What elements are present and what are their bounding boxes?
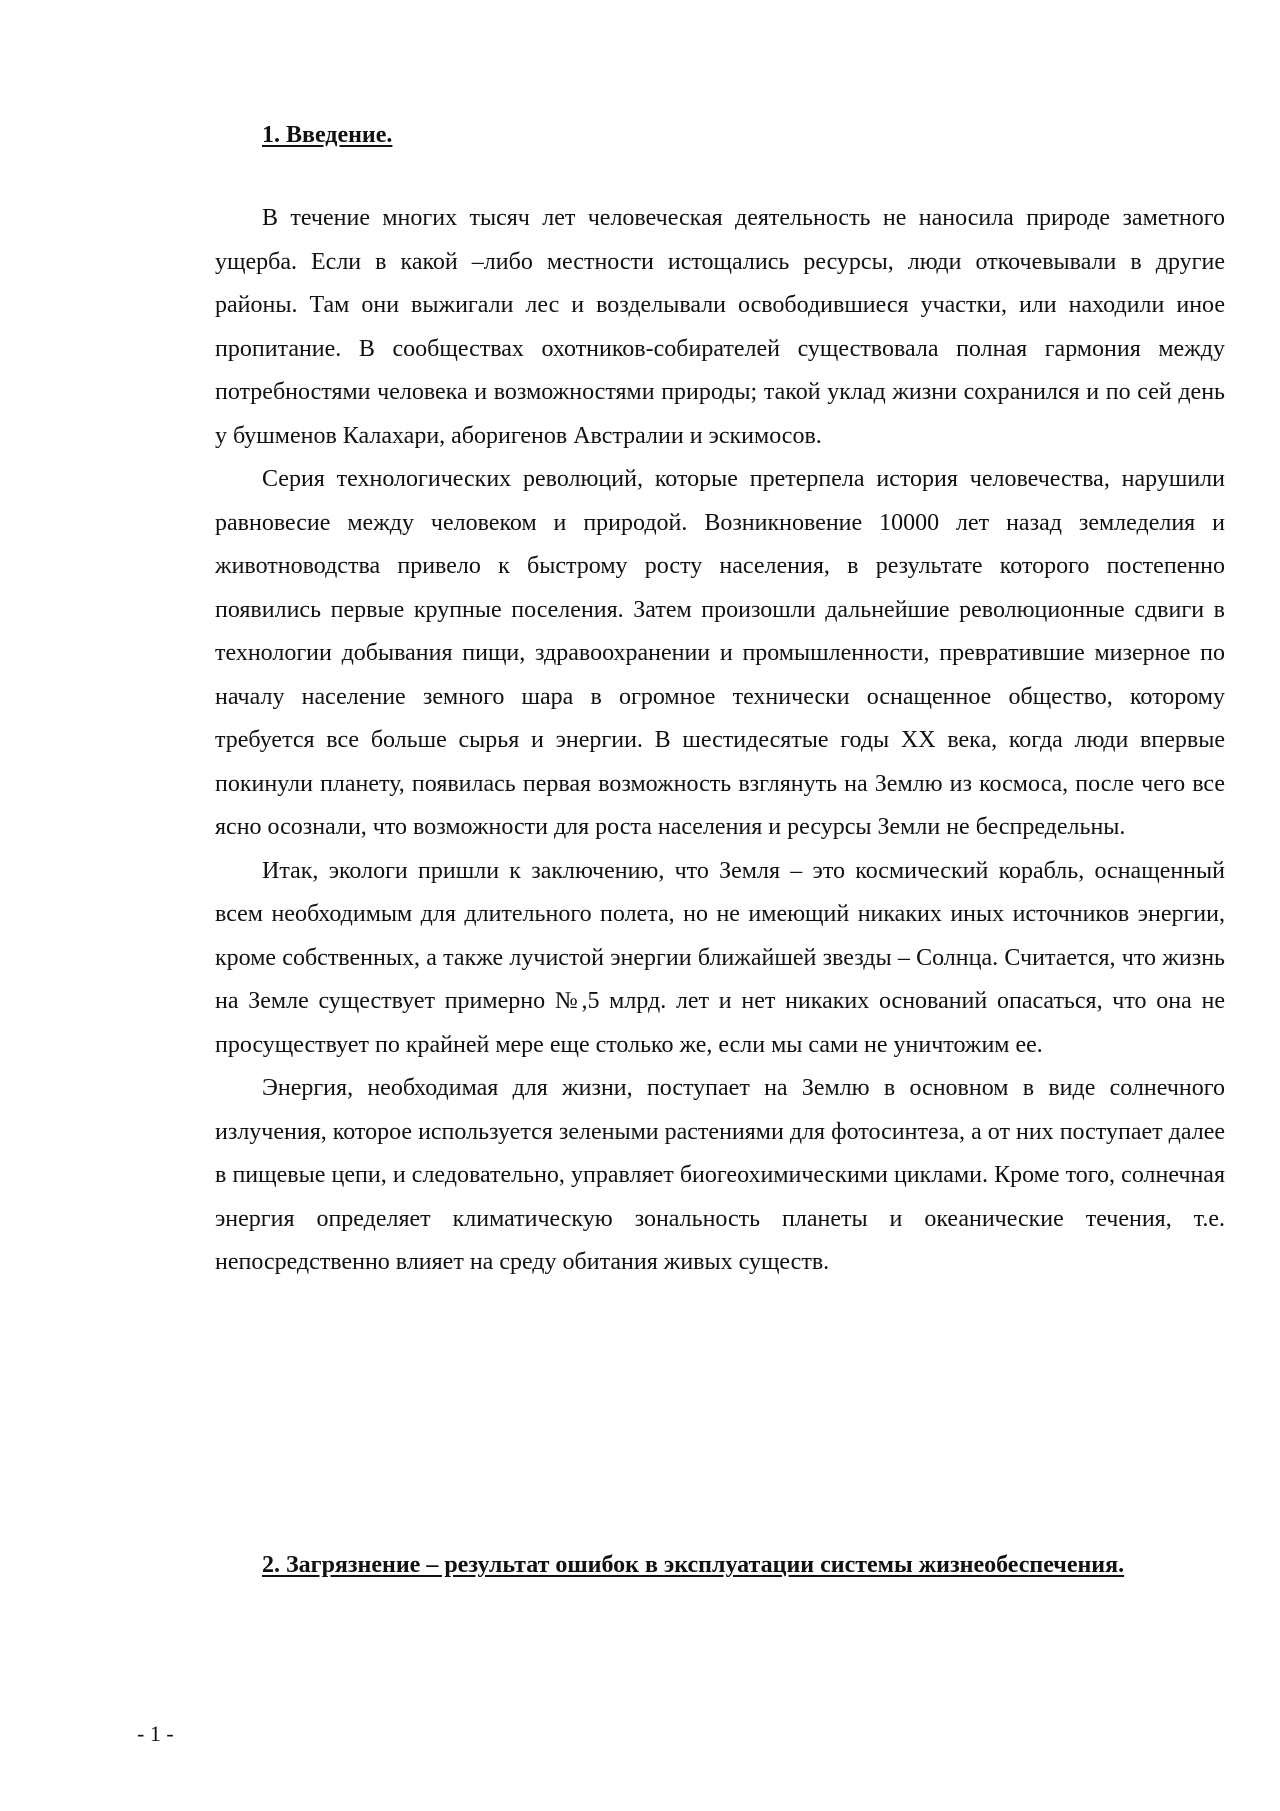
paragraph: Итак, экологи пришли к заключению, что Земля – это космический корабль, оснащенный всем необходимым для длительного полета, но не имеющий никаких иных источников энергии, кроме собственных, а также лучистой энергии ближайшей звезды – Солнца. Считается, что жизнь на Земле существует примерно №,5 млрд. лет и нет никаких оснований опасаться, что она не просуществует по крайней мере еще столько же, если мы сами не уничтожим ее.	[215, 857, 1225, 1058]
paragraph: Энергия, необходимая для жизни, поступает на Землю в основном в виде солнечного излучения, которое используется зелеными растениями для фотосинтеза, а от них поступает далее в пищевые цепи, и следовательно, управляет биогеохимическими циклами. Кроме того, солнечная энергия определяет климатическую зональность планеты и океанические течения, т.е. непосредственно влияет на среду обитания живых существ.	[215, 1075, 1225, 1275]
paragraph: Серия технологических революций, которые претерпела история человечества, нарушили равновесие между человеком и природой. Возникновение 10000 лет назад земледелия и животноводства привело к быстрому росту населения, в результате которого постепенно появились первые крупные поселения. Затем произошли дальнейшие революционные сдвиги в технологии добывания пищи, здравоохранении и промышленности, превратившие мизерное по началу население земного шара в огромное технически оснащенное общество, которому требуется все больше сырья и энергии. В шестидесятые годы XX века, когда люди впервые покинули планету, появилась первая возможность взглянуть на Землю из космоса, после чего все ясно осознали, что возможности для роста населения и ресурсы Земли не беспредельны.	[215, 466, 1225, 840]
paragraph: В течение многих тысяч лет человеческая деятельность не наносила природе заметного ущерба. Если в какой –либо местности истощались ресурсы, люди откочевывали в другие районы. Там они выжигали лес и возделывали освободившиеся участки, или находили иное пропитание. В сообществах охотников-собирателей существовала полная гармония между потребностями человека и возможностями природы; такой уклад жизни сохранился и по сей день у бушменов Калахари, аборигенов Австралии и эскимосов.	[215, 205, 1225, 449]
section-heading-pollution: 2. Загрязнение – результат ошибок в эксплуатации системы жизнеобеспечения.	[262, 1552, 1125, 1578]
section-body-introduction	[215, 197, 1225, 1285]
section-heading-introduction: 1. Введение.	[262, 122, 393, 148]
page-number: - 1 -	[137, 1721, 174, 1746]
